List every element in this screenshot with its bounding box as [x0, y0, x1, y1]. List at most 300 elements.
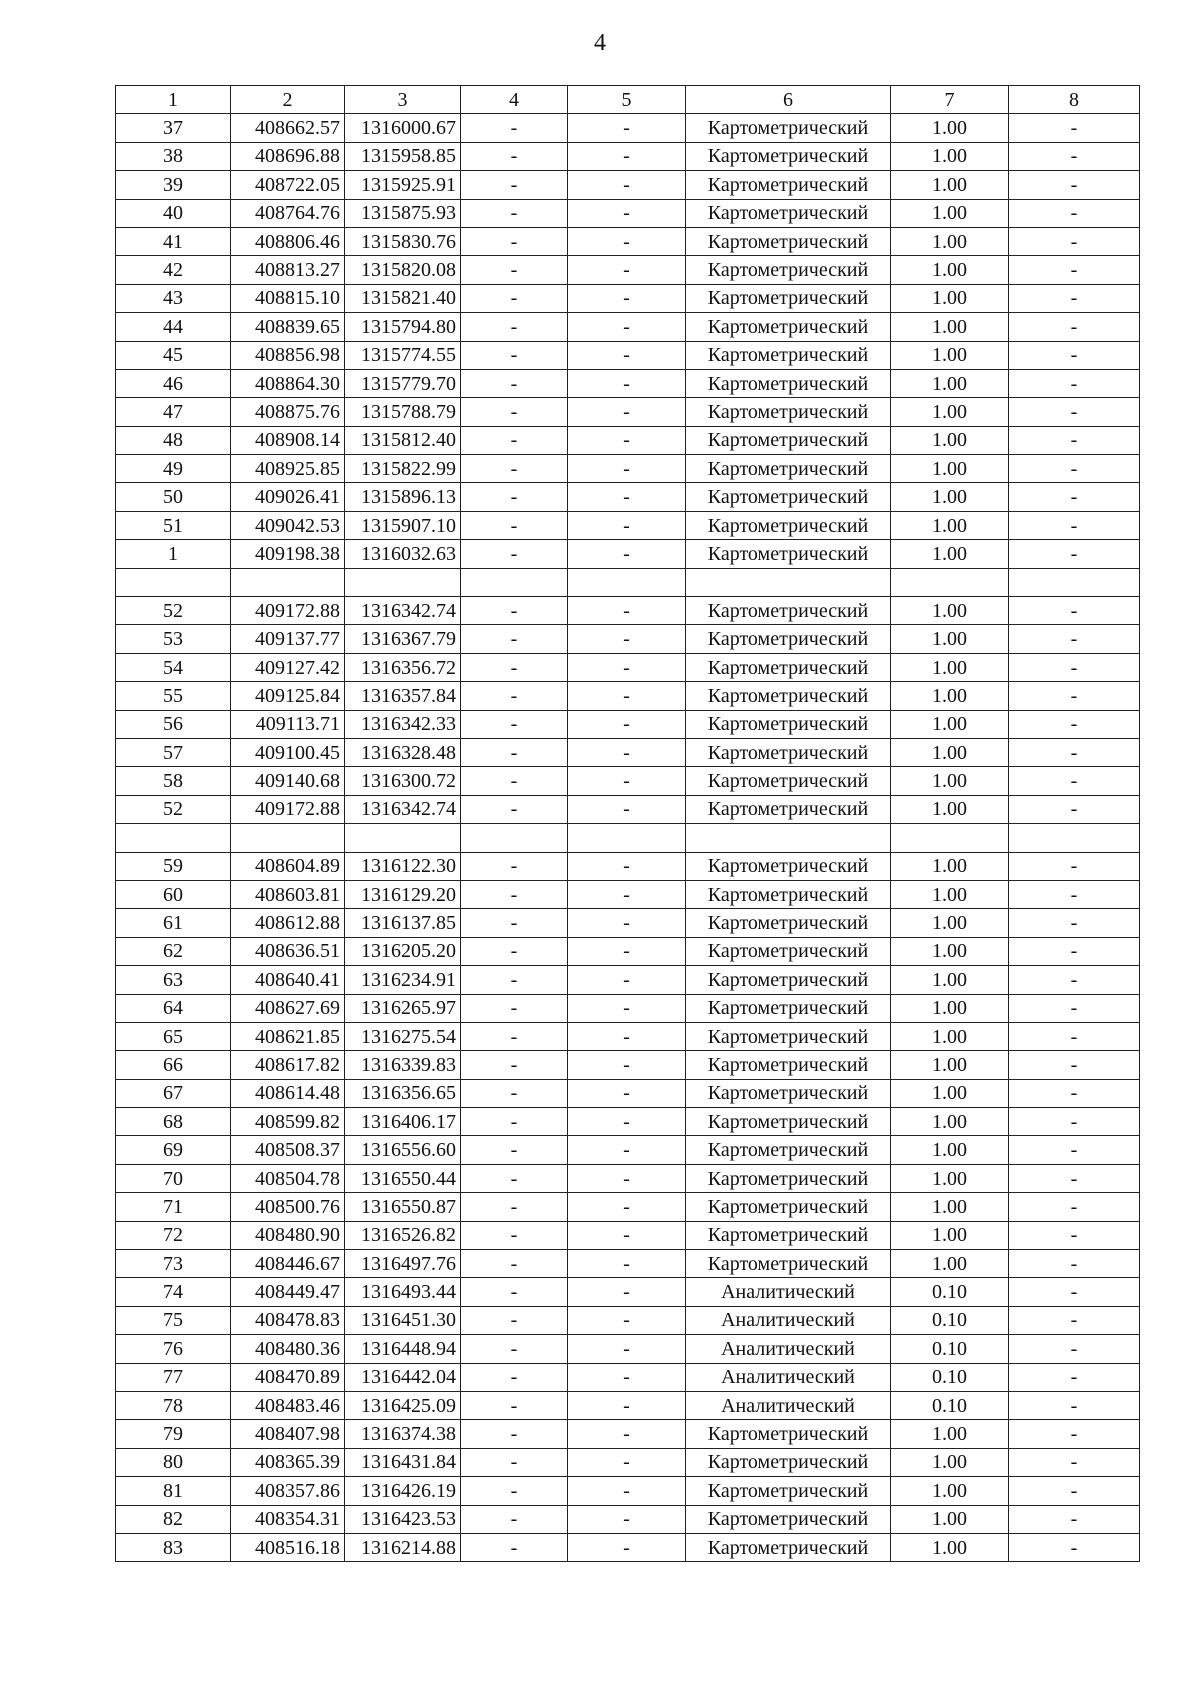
table-cell-col-4: -	[461, 937, 568, 965]
table-cell-col-5: -	[568, 483, 686, 511]
table-cell-col-7: 1.00	[891, 1221, 1009, 1249]
table-row	[116, 682, 1140, 710]
table-row	[116, 710, 1140, 738]
table-cell-col-4: -	[461, 1278, 568, 1306]
table-cell-col-4: -	[461, 1136, 568, 1164]
table-cell-col-6: Картометрический	[686, 1193, 891, 1221]
table-cell-col-3	[345, 568, 461, 596]
table-cell-col-6: Картометрический	[686, 1420, 891, 1448]
table-cell-col-4: -	[461, 511, 568, 539]
table-cell-col-2: 408856.98	[231, 341, 345, 369]
table-cell-col-8: -	[1009, 142, 1140, 170]
table-cell-col-3: 1316342.74	[345, 597, 461, 625]
table-cell-col-7: 1.00	[891, 341, 1009, 369]
table-cell-col-8: -	[1009, 284, 1140, 312]
table-cell-col-6: Картометрический	[686, 426, 891, 454]
table-cell-col-1: 70	[116, 1164, 231, 1192]
table-row	[116, 1420, 1140, 1448]
table-cell-col-8: -	[1009, 795, 1140, 823]
table-cell-col-5: -	[568, 625, 686, 653]
table-cell-col-2: 408815.10	[231, 284, 345, 312]
coordinates-table	[115, 85, 1140, 1562]
table-cell-col-3: 1316122.30	[345, 852, 461, 880]
table-cell-col-4: -	[461, 1250, 568, 1278]
table-cell-col-7	[891, 568, 1009, 596]
table-cell-col-2: 408599.82	[231, 1108, 345, 1136]
table-row	[116, 511, 1140, 539]
table-cell-col-2: 409172.88	[231, 597, 345, 625]
table-cell-col-1: 50	[116, 483, 231, 511]
table-cell-col-4: -	[461, 880, 568, 908]
table-cell-col-7: 1.00	[891, 880, 1009, 908]
table-row	[116, 625, 1140, 653]
table-cell-col-4: -	[461, 795, 568, 823]
table-cell-col-8: -	[1009, 1278, 1140, 1306]
table-cell-col-5: -	[568, 1136, 686, 1164]
table-cell-col-8: -	[1009, 1420, 1140, 1448]
table-row	[116, 1448, 1140, 1476]
table-cell-col-3: 1316425.09	[345, 1391, 461, 1419]
table-cell-col-6: Аналитический	[686, 1363, 891, 1391]
table-cell-col-1: 1	[116, 540, 231, 568]
table-cell-col-4: -	[461, 767, 568, 795]
table-cell-col-4: -	[461, 369, 568, 397]
table-cell-col-4: -	[461, 313, 568, 341]
table-cell-col-5: -	[568, 738, 686, 766]
column-header-7: 7	[891, 86, 1009, 114]
table-cell-col-6	[686, 824, 891, 852]
table-cell-col-3: 1316300.72	[345, 767, 461, 795]
table-cell-col-2	[231, 568, 345, 596]
table-cell-col-2: 408925.85	[231, 455, 345, 483]
table-cell-col-8: -	[1009, 540, 1140, 568]
table-cell-col-7: 1.00	[891, 540, 1009, 568]
table-cell-col-2: 408617.82	[231, 1051, 345, 1079]
table-cell-col-1: 59	[116, 852, 231, 880]
table-cell-col-1: 76	[116, 1335, 231, 1363]
table-cell-col-3: 1316556.60	[345, 1136, 461, 1164]
table-cell-col-7: 1.00	[891, 682, 1009, 710]
table-cell-col-5: -	[568, 994, 686, 1022]
table-row	[116, 1477, 1140, 1505]
table-cell-col-6	[686, 568, 891, 596]
table-cell-col-3: 1316367.79	[345, 625, 461, 653]
table-cell-col-4: -	[461, 1420, 568, 1448]
table-cell-col-1: 77	[116, 1363, 231, 1391]
table-cell-col-7: 1.00	[891, 313, 1009, 341]
table-cell-col-7: 1.00	[891, 1164, 1009, 1192]
column-header-4: 4	[461, 86, 568, 114]
table-cell-col-5: -	[568, 455, 686, 483]
table-cell-col-6: Картометрический	[686, 455, 891, 483]
table-cell-col-4: -	[461, 1022, 568, 1050]
table-row	[116, 1533, 1140, 1561]
table-cell-col-1	[116, 824, 231, 852]
table-cell-col-6: Картометрический	[686, 227, 891, 255]
table-cell-col-6: Картометрический	[686, 171, 891, 199]
table-cell-col-7: 1.00	[891, 256, 1009, 284]
table-cell-col-2: 408357.86	[231, 1477, 345, 1505]
table-cell-col-2: 408627.69	[231, 994, 345, 1022]
table-cell-col-3: 1316493.44	[345, 1278, 461, 1306]
table-cell-col-3: 1316442.04	[345, 1363, 461, 1391]
table-cell-col-8: -	[1009, 1306, 1140, 1334]
table-cell-col-4: -	[461, 852, 568, 880]
table-cell-col-8: -	[1009, 1533, 1140, 1561]
table-row	[116, 795, 1140, 823]
table-cell-col-1: 46	[116, 369, 231, 397]
table-cell-col-1: 78	[116, 1391, 231, 1419]
table-cell-col-5: -	[568, 511, 686, 539]
table-cell-col-7: 1.00	[891, 1136, 1009, 1164]
table-cell-col-2: 408407.98	[231, 1420, 345, 1448]
table-cell-col-6: Картометрический	[686, 369, 891, 397]
table-cell-col-8: -	[1009, 1335, 1140, 1363]
table-cell-col-3: 1316426.19	[345, 1477, 461, 1505]
table-cell-col-6: Картометрический	[686, 142, 891, 170]
table-cell-col-5: -	[568, 426, 686, 454]
table-cell-col-6: Картометрический	[686, 937, 891, 965]
table-cell-col-8: -	[1009, 1022, 1140, 1050]
table-row	[116, 738, 1140, 766]
table-cell-col-2: 408470.89	[231, 1363, 345, 1391]
table-cell-col-8: -	[1009, 966, 1140, 994]
table-cell-col-2: 408478.83	[231, 1306, 345, 1334]
table-cell-col-5: -	[568, 369, 686, 397]
table-cell-col-4: -	[461, 540, 568, 568]
table-cell-col-1: 52	[116, 795, 231, 823]
table-cell-col-8: -	[1009, 653, 1140, 681]
table-cell-col-6: Картометрический	[686, 1448, 891, 1476]
table-cell-col-4: -	[461, 1448, 568, 1476]
table-cell-col-4: -	[461, 284, 568, 312]
table-row	[116, 227, 1140, 255]
table-row	[116, 341, 1140, 369]
table-cell-col-8: -	[1009, 256, 1140, 284]
table-cell-col-1: 80	[116, 1448, 231, 1476]
table-cell-col-4: -	[461, 1306, 568, 1334]
table-cell-col-3	[345, 824, 461, 852]
table-cell-col-7: 1.00	[891, 1108, 1009, 1136]
table-cell-col-7: 0.10	[891, 1335, 1009, 1363]
table-cell-col-4: -	[461, 227, 568, 255]
table-row	[116, 142, 1140, 170]
table-row	[116, 966, 1140, 994]
table-cell-col-7: 1.00	[891, 795, 1009, 823]
column-header-6: 6	[686, 86, 891, 114]
table-cell-col-8: -	[1009, 909, 1140, 937]
table-row	[116, 1164, 1140, 1192]
table-cell-col-6: Аналитический	[686, 1278, 891, 1306]
table-cell-col-3: 1315779.70	[345, 369, 461, 397]
table-cell-col-6: Картометрический	[686, 682, 891, 710]
table-cell-col-1	[116, 568, 231, 596]
table-row	[116, 369, 1140, 397]
table-cell-col-1: 57	[116, 738, 231, 766]
table-cell-col-1: 79	[116, 1420, 231, 1448]
table-cell-col-2: 408640.41	[231, 966, 345, 994]
column-header-2: 2	[231, 86, 345, 114]
table-cell-col-4: -	[461, 1221, 568, 1249]
table-cell-col-5: -	[568, 1533, 686, 1561]
table-cell-col-3: 1316374.38	[345, 1420, 461, 1448]
table-cell-col-6: Аналитический	[686, 1335, 891, 1363]
table-cell-col-3: 1316526.82	[345, 1221, 461, 1249]
table-cell-col-5: -	[568, 1363, 686, 1391]
table-cell-col-2: 408516.18	[231, 1533, 345, 1561]
table-row	[116, 1250, 1140, 1278]
table-cell-col-1: 52	[116, 597, 231, 625]
table-cell-col-1: 69	[116, 1136, 231, 1164]
table-cell-col-7: 1.00	[891, 1477, 1009, 1505]
table-cell-col-2: 408662.57	[231, 114, 345, 142]
table-cell-col-5: -	[568, 1221, 686, 1249]
table-row	[116, 398, 1140, 426]
table-cell-col-7: 1.00	[891, 455, 1009, 483]
table-cell-col-1: 82	[116, 1505, 231, 1533]
table-cell-col-2: 408603.81	[231, 880, 345, 908]
table-cell-col-7: 1.00	[891, 994, 1009, 1022]
table-cell-col-1: 60	[116, 880, 231, 908]
table-cell-col-6: Аналитический	[686, 1306, 891, 1334]
table-cell-col-6: Картометрический	[686, 1164, 891, 1192]
table-cell-col-6: Картометрический	[686, 795, 891, 823]
table-cell-col-4: -	[461, 483, 568, 511]
table-header	[116, 86, 1140, 114]
table-cell-col-7: 1.00	[891, 142, 1009, 170]
table-cell-col-7: 1.00	[891, 398, 1009, 426]
table-cell-col-5: -	[568, 1164, 686, 1192]
table-cell-col-7: 0.10	[891, 1391, 1009, 1419]
table-cell-col-2: 408480.90	[231, 1221, 345, 1249]
table-cell-col-8: -	[1009, 625, 1140, 653]
table-cell-col-5: -	[568, 284, 686, 312]
table-cell-col-3: 1315830.76	[345, 227, 461, 255]
table-cell-col-3: 1316205.20	[345, 937, 461, 965]
table-cell-col-2: 409125.84	[231, 682, 345, 710]
table-row	[116, 1505, 1140, 1533]
table-cell-col-1: 51	[116, 511, 231, 539]
table-cell-col-8: -	[1009, 767, 1140, 795]
table-cell-col-3: 1316356.65	[345, 1079, 461, 1107]
table-row	[116, 1363, 1140, 1391]
table-row	[116, 426, 1140, 454]
table-row	[116, 937, 1140, 965]
table-cell-col-5: -	[568, 1306, 686, 1334]
table-row	[116, 653, 1140, 681]
table-cell-col-3: 1316137.85	[345, 909, 461, 937]
table-cell-col-5: -	[568, 795, 686, 823]
table-cell-col-2: 408446.67	[231, 1250, 345, 1278]
table-cell-col-3: 1315958.85	[345, 142, 461, 170]
table-cell-col-6: Картометрический	[686, 540, 891, 568]
table-cell-col-1: 72	[116, 1221, 231, 1249]
table-cell-col-4: -	[461, 653, 568, 681]
table-cell-col-4: -	[461, 1079, 568, 1107]
table-cell-col-7: 1.00	[891, 199, 1009, 227]
table-cell-col-1: 63	[116, 966, 231, 994]
table-cell-col-7: 1.00	[891, 710, 1009, 738]
table-row	[116, 1108, 1140, 1136]
table-cell-col-8: -	[1009, 1108, 1140, 1136]
table-cell-col-6: Картометрический	[686, 653, 891, 681]
table-cell-col-1: 47	[116, 398, 231, 426]
table-cell-col-2: 408764.76	[231, 199, 345, 227]
table-cell-col-5: -	[568, 1420, 686, 1448]
table-cell-col-7: 1.00	[891, 653, 1009, 681]
table-cell-col-5: -	[568, 1278, 686, 1306]
table-cell-col-1: 54	[116, 653, 231, 681]
table-cell-col-1: 73	[116, 1250, 231, 1278]
table-cell-col-3: 1316357.84	[345, 682, 461, 710]
table-cell-col-7: 1.00	[891, 1022, 1009, 1050]
table-row	[116, 1193, 1140, 1221]
table-cell-col-3: 1316328.48	[345, 738, 461, 766]
table-cell-col-8: -	[1009, 313, 1140, 341]
table-cell-col-7: 1.00	[891, 426, 1009, 454]
table-cell-col-8: -	[1009, 227, 1140, 255]
table-body	[116, 114, 1140, 1562]
table-cell-col-2: 409172.88	[231, 795, 345, 823]
table-cell-col-6: Картометрический	[686, 625, 891, 653]
table-cell-col-5: -	[568, 1193, 686, 1221]
table-cell-col-1: 64	[116, 994, 231, 1022]
table-cell-col-3: 1316275.54	[345, 1022, 461, 1050]
table-cell-col-2: 408614.48	[231, 1079, 345, 1107]
table-cell-col-1: 62	[116, 937, 231, 965]
table-cell-col-1: 41	[116, 227, 231, 255]
table-cell-col-2: 408500.76	[231, 1193, 345, 1221]
table-cell-col-6: Картометрический	[686, 767, 891, 795]
table-cell-col-6: Картометрический	[686, 313, 891, 341]
table-cell-col-1: 61	[116, 909, 231, 937]
table-cell-col-5: -	[568, 1477, 686, 1505]
table-cell-col-5: -	[568, 142, 686, 170]
table-cell-col-4	[461, 568, 568, 596]
table-cell-col-6: Картометрический	[686, 1533, 891, 1561]
table-cell-col-5: -	[568, 597, 686, 625]
table-cell-col-8: -	[1009, 1193, 1140, 1221]
table-cell-col-7: 1.00	[891, 1193, 1009, 1221]
table-cell-col-2: 409100.45	[231, 738, 345, 766]
table-cell-col-8: -	[1009, 880, 1140, 908]
table-cell-col-6: Картометрический	[686, 597, 891, 625]
table-cell-col-8: -	[1009, 710, 1140, 738]
table-cell-col-3: 1315875.93	[345, 199, 461, 227]
table-cell-col-6: Картометрический	[686, 1221, 891, 1249]
table-cell-col-1: 68	[116, 1108, 231, 1136]
table-cell-col-4: -	[461, 398, 568, 426]
table-cell-col-7: 0.10	[891, 1278, 1009, 1306]
table-cell-col-3: 1316356.72	[345, 653, 461, 681]
table-cell-col-8: -	[1009, 1363, 1140, 1391]
table-cell-col-8: -	[1009, 171, 1140, 199]
table-cell-col-3: 1315774.55	[345, 341, 461, 369]
table-cell-col-6: Картометрический	[686, 284, 891, 312]
table-cell-col-5: -	[568, 341, 686, 369]
page-number: 4	[594, 30, 606, 56]
table-cell-col-5: -	[568, 880, 686, 908]
table-cell-col-5: -	[568, 852, 686, 880]
table-cell-col-3: 1315820.08	[345, 256, 461, 284]
table-cell-col-2: 408449.47	[231, 1278, 345, 1306]
table-cell-col-7: 1.00	[891, 114, 1009, 142]
table-cell-col-1: 83	[116, 1533, 231, 1561]
table-cell-col-1: 56	[116, 710, 231, 738]
table-cell-col-8: -	[1009, 483, 1140, 511]
table-cell-col-4: -	[461, 597, 568, 625]
table-cell-col-6: Картометрический	[686, 710, 891, 738]
table-cell-col-7: 1.00	[891, 1250, 1009, 1278]
table-cell-col-7: 1.00	[891, 1051, 1009, 1079]
table-cell-col-8: -	[1009, 1136, 1140, 1164]
table-cell-col-8: -	[1009, 398, 1140, 426]
table-cell-col-4: -	[461, 455, 568, 483]
table-cell-col-1: 39	[116, 171, 231, 199]
table-cell-col-3: 1316129.20	[345, 880, 461, 908]
table-cell-col-1: 67	[116, 1079, 231, 1107]
table-cell-col-4: -	[461, 171, 568, 199]
table-cell-col-7: 1.00	[891, 511, 1009, 539]
table-row	[116, 852, 1140, 880]
table-cell-col-2: 408839.65	[231, 313, 345, 341]
table-cell-col-8: -	[1009, 199, 1140, 227]
table-cell-col-6: Картометрический	[686, 483, 891, 511]
table-cell-col-3: 1316032.63	[345, 540, 461, 568]
table-cell-col-3: 1315821.40	[345, 284, 461, 312]
table-cell-col-1: 42	[116, 256, 231, 284]
table-cell-col-3: 1316451.30	[345, 1306, 461, 1334]
table-cell-col-6: Картометрический	[686, 1505, 891, 1533]
table-cell-col-2: 409198.38	[231, 540, 345, 568]
table-cell-col-2: 408621.85	[231, 1022, 345, 1050]
table-cell-col-5: -	[568, 1079, 686, 1107]
table-cell-col-2: 408354.31	[231, 1505, 345, 1533]
table-cell-col-3: 1315812.40	[345, 426, 461, 454]
table-row	[116, 880, 1140, 908]
table-cell-col-1: 45	[116, 341, 231, 369]
table-cell-col-4: -	[461, 625, 568, 653]
table-cell-col-3: 1315788.79	[345, 398, 461, 426]
table-cell-col-7: 1.00	[891, 937, 1009, 965]
table-cell-col-6: Картометрический	[686, 880, 891, 908]
table-cell-col-8: -	[1009, 937, 1140, 965]
table-cell-col-3: 1316550.44	[345, 1164, 461, 1192]
table-cell-col-6: Картометрический	[686, 994, 891, 1022]
table-cell-col-7: 1.00	[891, 227, 1009, 255]
table-cell-col-2: 408875.76	[231, 398, 345, 426]
table-cell-col-5: -	[568, 398, 686, 426]
table-cell-col-4: -	[461, 1477, 568, 1505]
column-header-5: 5	[568, 86, 686, 114]
table-cell-col-6: Картометрический	[686, 909, 891, 937]
table-row	[116, 540, 1140, 568]
table-cell-col-7: 1.00	[891, 171, 1009, 199]
table-cell-col-2: 408483.46	[231, 1391, 345, 1419]
table-cell-col-4: -	[461, 1533, 568, 1561]
table-cell-col-4: -	[461, 199, 568, 227]
table-cell-col-6: Картометрический	[686, 1136, 891, 1164]
table-cell-col-2: 409113.71	[231, 710, 345, 738]
table-cell-col-2: 409127.42	[231, 653, 345, 681]
table-cell-col-2: 408504.78	[231, 1164, 345, 1192]
table-cell-col-7: 1.00	[891, 1505, 1009, 1533]
table-cell-col-3: 1316423.53	[345, 1505, 461, 1533]
table-cell-col-3: 1315907.10	[345, 511, 461, 539]
table-cell-col-5: -	[568, 171, 686, 199]
table-cell-col-5: -	[568, 256, 686, 284]
column-header-8: 8	[1009, 86, 1140, 114]
